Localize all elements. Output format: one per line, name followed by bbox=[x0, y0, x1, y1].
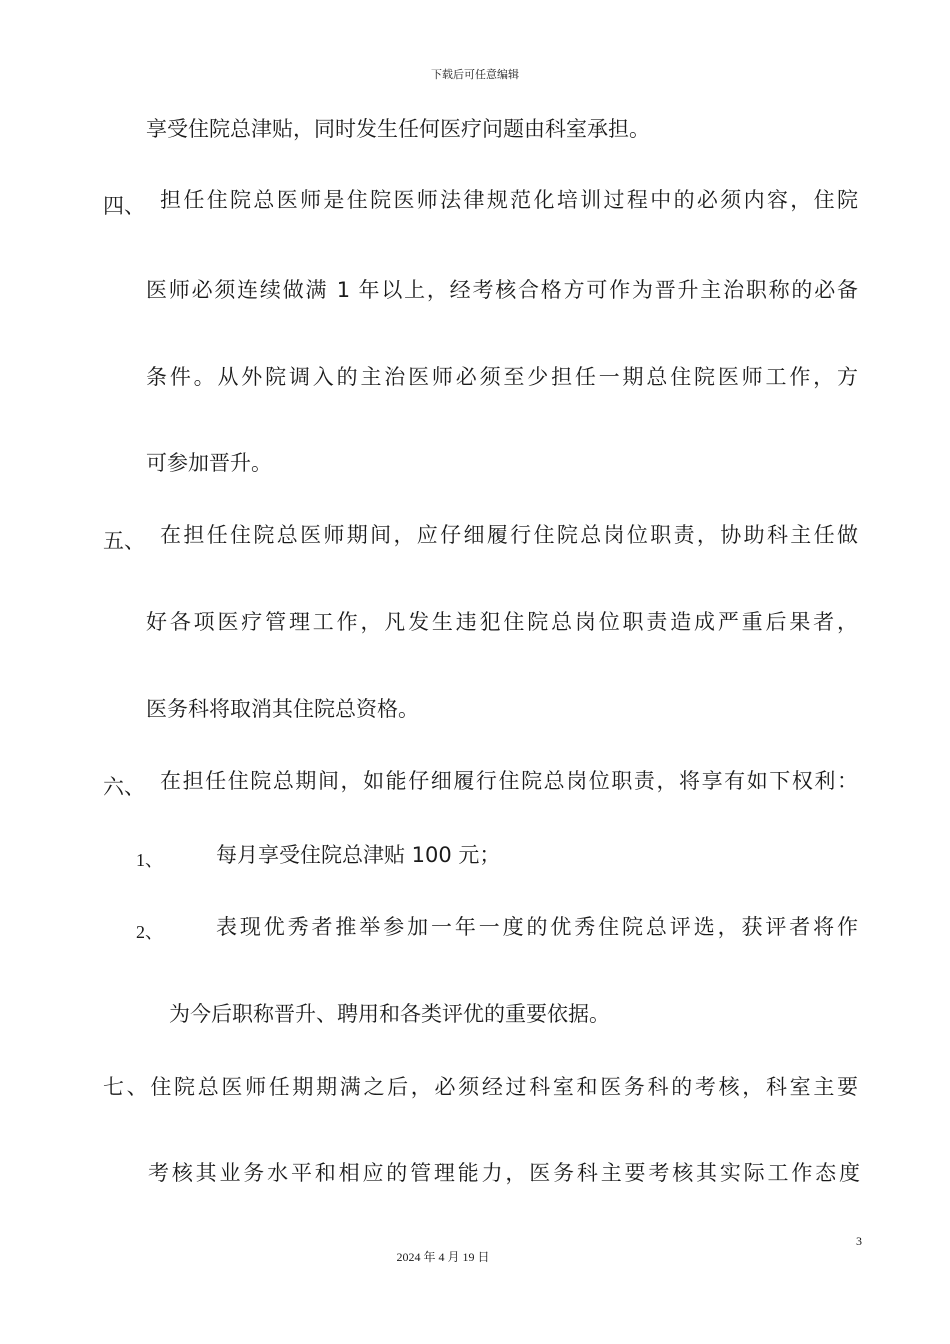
list-item-2-marker: 2、 bbox=[136, 922, 163, 942]
section-4-line-1: 担任住院总医师是住院医师法律规范化培训过程中的必须内容，住院 bbox=[160, 188, 858, 212]
section-7-line-1: 七、住院总医师任期期满之后，必须经过科室和医务科的考核，科室主要 bbox=[103, 1075, 858, 1099]
section-4-marker: 四、 bbox=[103, 194, 145, 218]
section-4-line-3: 条件。从外院调入的主治医师必须至少担任一期总住院医师工作，方 bbox=[146, 365, 858, 389]
section-5-marker: 五、 bbox=[103, 529, 145, 553]
list-item-2-line-2: 为今后职称晋升、聘用和各类评优的重要依据。 bbox=[169, 1002, 610, 1026]
list-item-1-text: 每月享受住院总津贴 100 元； bbox=[216, 843, 501, 867]
page-header: 下载后可任意编辑 bbox=[431, 68, 519, 81]
section-4-line-2: 医师必须连续做满 1 年以上，经考核合格方可作为晋升主治职称的必备 bbox=[146, 278, 858, 302]
section-6-marker: 六、 bbox=[103, 775, 145, 799]
section-7-line-2: 考核其业务水平和相应的管理能力，医务科主要考核其实际工作态度 bbox=[148, 1161, 860, 1185]
section-4-line-4: 可参加晋升。 bbox=[146, 451, 272, 475]
footer-date: 2024 年 4 月 19 日 bbox=[396, 1250, 490, 1264]
page-number: 3 bbox=[856, 1234, 862, 1248]
list-item-2-line-1: 表现优秀者推举参加一年一度的优秀住院总评选，获评者将作 bbox=[216, 915, 858, 939]
section-5-line-3: 医务科将取消其住院总资格。 bbox=[146, 697, 419, 721]
section-5-line-2: 好各项医疗管理工作，凡发生违犯住院总岗位职责造成严重后果者， bbox=[146, 610, 858, 634]
paragraph-3-line-1: 享受住院总津贴，同时发生任何医疗问题由科室承担。 bbox=[146, 117, 650, 141]
section-6-line-1: 在担任住院总期间，如能仔细履行住院总岗位职责，将享有如下权利： bbox=[160, 769, 858, 793]
section-5-line-1: 在担任住院总医师期间，应仔细履行住院总岗位职责，协助科主任做 bbox=[160, 523, 858, 547]
list-item-1-marker: 1、 bbox=[136, 850, 163, 870]
